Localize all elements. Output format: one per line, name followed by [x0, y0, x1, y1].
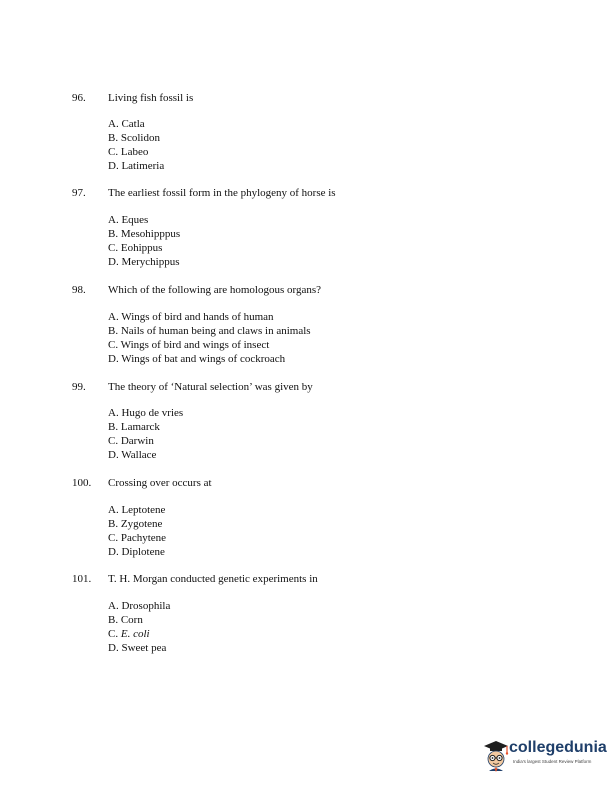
option-c: C. Darwin [108, 435, 154, 447]
option-b: B. Nails of human being and claws in animals [108, 325, 311, 337]
option-a: A. Catla [108, 118, 145, 130]
graduate-mascot-icon [481, 737, 509, 773]
question-number: 99. [72, 381, 86, 393]
question-number: 96. [72, 92, 86, 104]
option-c: C. Pachytene [108, 532, 167, 544]
option-b: B. Mesohipppus [108, 228, 181, 240]
option-a: A. Drosophila [108, 600, 171, 612]
question-text: Living fish fossil is [108, 92, 194, 104]
option-b: B. Corn [108, 614, 143, 626]
logo-tagline: India's largest Student Review Platform [513, 759, 592, 764]
option-d: D. Diplotene [108, 546, 165, 558]
option-d: D. Wallace [108, 449, 157, 461]
option-c: C. Wings of bird and wings of insect [108, 339, 270, 351]
question-text: The theory of ‘Natural selection’ was given by [108, 381, 313, 393]
option-b: B. Zygotene [108, 518, 163, 530]
option-d: D. Wings of bat and wings of cockroach [108, 353, 286, 365]
option-a: A. Eques [108, 214, 149, 226]
option-b: B. Lamarck [108, 421, 160, 433]
collegedunia-logo [481, 737, 605, 777]
option-d: D. Sweet pea [108, 642, 167, 654]
question-text: The earliest fossil form in the phylogeny of horse is [108, 187, 336, 199]
option-a: A. Wings of bird and hands of human [108, 311, 274, 323]
logo-wordmark: collegedunia [509, 739, 607, 756]
option-c: C. Eohippus [108, 242, 163, 254]
option-d: D. Merychippus [108, 256, 180, 268]
option-a: A. Leptotene [108, 504, 166, 516]
option-b: B. Scolidon [108, 132, 160, 144]
option-c: C. E. coli [108, 628, 150, 640]
option-c: C. Labeo [108, 146, 149, 158]
question-number: 100. [72, 477, 92, 489]
question-text: Crossing over occurs at [108, 477, 212, 489]
question-text: T. H. Morgan conducted genetic experiments in [108, 573, 318, 585]
question-number: 101. [72, 573, 92, 585]
question-number: 98. [72, 284, 86, 296]
option-a: A. Hugo de vries [108, 407, 184, 419]
option-d: D. Latimeria [108, 160, 165, 172]
question-text: Which of the following are homologous organs? [108, 284, 322, 296]
question-number: 97. [72, 187, 86, 199]
